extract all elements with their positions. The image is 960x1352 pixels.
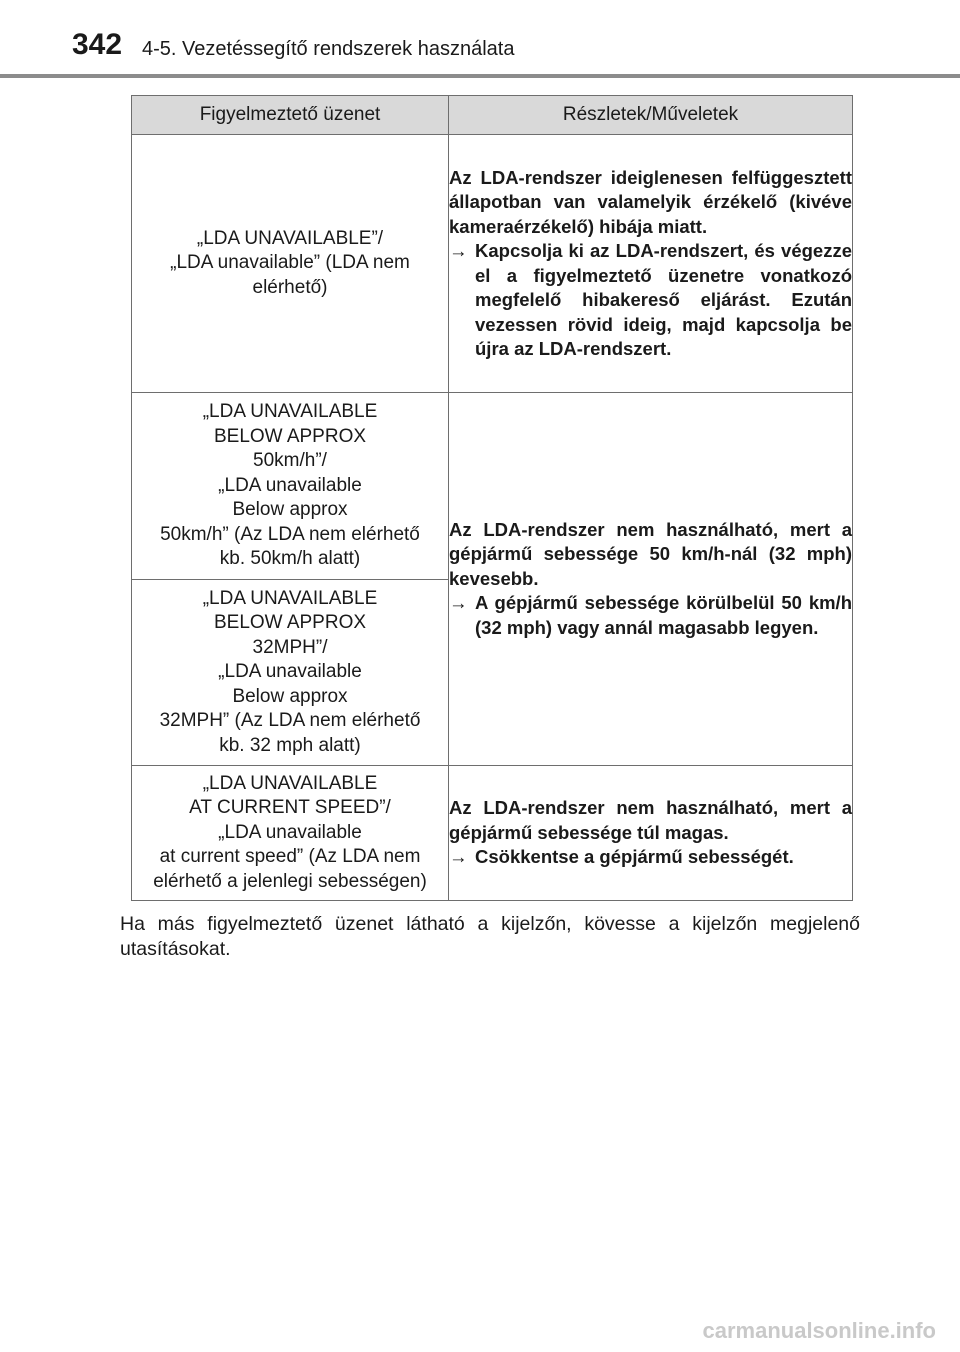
message-line: 50km/h” (Az LDA nem elérhető bbox=[160, 523, 420, 545]
page-number: 342 bbox=[72, 28, 123, 61]
table-row bbox=[132, 766, 853, 901]
details-cell bbox=[449, 393, 853, 766]
action-step bbox=[449, 845, 852, 870]
message-cell bbox=[132, 135, 449, 393]
message-line: elérhető) bbox=[252, 276, 328, 298]
details-cell bbox=[449, 766, 853, 901]
message-line: „LDA unavailable bbox=[218, 821, 362, 843]
message-line: at current speed” (Az LDA nem bbox=[159, 846, 421, 868]
message-line: „LDA unavailable bbox=[218, 661, 362, 683]
message-line: kb. 32 mph alatt) bbox=[219, 734, 361, 756]
message-line: „LDA UNAVAILABLE bbox=[202, 772, 378, 794]
action-text: Csökkentse a gépjármű sebességét. bbox=[475, 846, 794, 868]
footnote-text: Ha más figyelmeztető üzenet látható a kijelzőn, kövesse a kijelzőn megjelenő utasításokat. bbox=[120, 913, 860, 960]
column-header-details: Részletek/Műveletek bbox=[449, 96, 853, 135]
message-line: „LDA UNAVAILABLE bbox=[202, 401, 378, 423]
message-cell bbox=[132, 580, 449, 766]
message-cell bbox=[132, 766, 449, 901]
message-line: „LDA unavailable” (LDA nem bbox=[170, 252, 410, 274]
header-divider bbox=[0, 74, 960, 78]
message-line: „LDA UNAVAILABLE bbox=[202, 587, 378, 609]
message-cell bbox=[132, 393, 449, 580]
message-line: Below approx bbox=[232, 499, 348, 521]
message-line: „LDA UNAVAILABLE”/ bbox=[196, 227, 384, 249]
message-line: 50km/h”/ bbox=[253, 450, 327, 472]
watermark: carmanualsonline.info bbox=[702, 1318, 936, 1343]
arrow-right-icon: → bbox=[449, 592, 468, 614]
table-row bbox=[132, 393, 853, 580]
details-text: Az LDA-rendszer ideiglenesen felfüggesztett állapotban van valamelyik érzékelő (kivéve kameraérzékelő) hibája miatt. bbox=[449, 166, 852, 237]
section-title: 4-5. Vezetéssegítő rendszerek használata bbox=[142, 38, 515, 60]
message-line: BELOW APPROX bbox=[213, 612, 367, 634]
action-text: Kapcsolja ki az LDA-rendszert, és végezze el a figyelmeztető üzenetre vonatkozó megfelelő hibakereső eljárást. Ezután vezessen rövid ideig, majd kapcsolja be újra az LDA-rendszert. bbox=[475, 240, 852, 359]
arrow-right-icon: → bbox=[449, 240, 468, 261]
action-step bbox=[449, 239, 852, 362]
details-text: Az LDA-rendszer nem használható, mert a gépjármű sebessége 50 km/h-nál (32 mph) kevesebb. bbox=[449, 518, 852, 589]
details-cell bbox=[449, 135, 853, 393]
message-line: kb. 50km/h alatt) bbox=[219, 548, 361, 570]
arrow-right-icon: → bbox=[449, 846, 468, 868]
warning-message-table bbox=[131, 95, 853, 901]
message-line: Below approx bbox=[232, 685, 348, 707]
action-text: A gépjármű sebessége körülbelül 50 km/h (32 mph) vagy annál magasabb legyen. bbox=[475, 592, 852, 638]
message-line: BELOW APPROX bbox=[213, 425, 367, 447]
message-line: 32MPH” (Az LDA nem elérhető bbox=[159, 710, 421, 732]
action-step bbox=[449, 591, 852, 640]
message-line: AT CURRENT SPEED”/ bbox=[189, 797, 391, 819]
message-line: „LDA unavailable bbox=[218, 474, 362, 496]
column-header-message: Figyelmeztető üzenet bbox=[132, 96, 449, 135]
table-header-row bbox=[132, 96, 853, 135]
table-row bbox=[132, 135, 853, 393]
page-header bbox=[0, 0, 960, 80]
details-text: Az LDA-rendszer nem használható, mert a gépjármű sebessége túl magas. bbox=[449, 797, 852, 843]
message-line: elérhető a jelenlegi sebességen) bbox=[153, 870, 427, 892]
message-line: 32MPH”/ bbox=[252, 636, 328, 658]
